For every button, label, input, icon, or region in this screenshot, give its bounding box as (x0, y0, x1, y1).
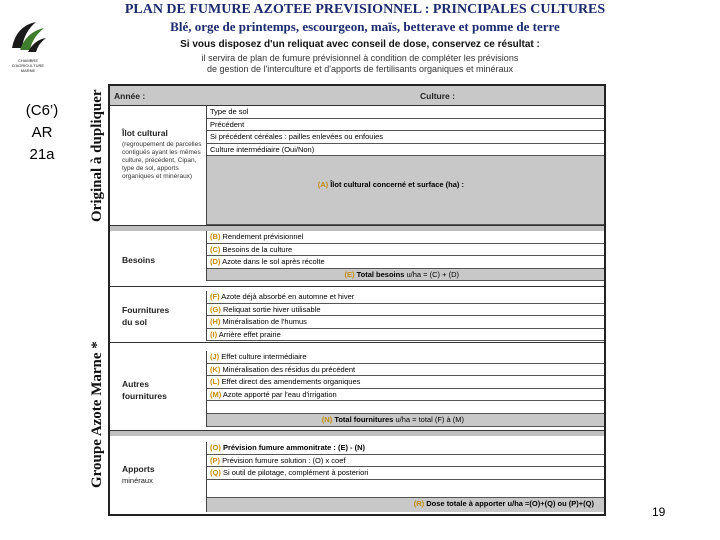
mineraux-label: minéraux (122, 476, 153, 485)
besoins-rows (206, 231, 604, 281)
ilot-surface-row[interactable] (207, 156, 604, 225)
ilot-row[interactable]: Si précédent céréales : pailles enlevées ou enfouies (207, 131, 604, 144)
page-number: 19 (652, 505, 666, 519)
groupe-azote-label: Groupe Azote Marne * (89, 341, 105, 488)
autres-fournitures-section (110, 351, 604, 431)
autres-rows (206, 351, 604, 427)
fournitures-row[interactable]: (H) Minéralisation de l'humus (207, 316, 604, 329)
ilot-label: Îlot cultural (122, 128, 168, 138)
besoins-total-row[interactable]: (E) Total besoins u/ha = (C) + (D) (207, 269, 604, 282)
apports-row[interactable]: (O) Prévision fumure ammonitrate : (E) - (N) (207, 442, 604, 455)
autres-label: Autres (122, 379, 149, 389)
besoins-row[interactable]: (C) Besoins de la culture (207, 244, 604, 257)
besoins-row[interactable]: (B) Rendement prévisionnel (207, 231, 604, 244)
autres-row[interactable]: (J) Effet culture intermédiaire (207, 351, 604, 364)
apports-rows (206, 442, 604, 512)
fournitures-label: Fournitures (122, 305, 170, 315)
ilot-row[interactable]: Culture intermédiaire (Oui/Non) (207, 144, 604, 157)
page-subtitle: Blé, orge de printemps, escourgeon, maïs, betterave et pomme de terre (170, 19, 560, 34)
fournitures-row[interactable]: (I) Arrière effet prairie (207, 329, 604, 342)
autres-row[interactable]: (L) Effet direct des amendements organiques (207, 376, 604, 389)
besoins-row[interactable]: (D) Azote dans le sol après récolte (207, 256, 604, 269)
chambre-agriculture-logo (6, 18, 50, 74)
page-title: PLAN DE FUMURE AZOTEE PREVISIONNEL : PRINCIPALES CULTURES (124, 2, 606, 17)
autres-row-blank[interactable] (207, 401, 604, 414)
ilot-row[interactable]: Précédent (207, 119, 604, 132)
autres-total-row[interactable]: (N) Total fournitures u/ha = total (F) à (M) (207, 414, 604, 427)
autres-row[interactable]: (M) Azote apporté par l'eau d'irrigation (207, 389, 604, 402)
ilot-note: (regroupement de parcelles contiguës ayant les mêmes culture, précédent, Cipan, type de sol, apports organiques et minéraux) (122, 141, 202, 180)
besoins-section (110, 231, 604, 287)
logo-emblem-icon (6, 18, 50, 58)
ref-line-2: AR (31, 124, 53, 141)
ilot-rows (206, 106, 604, 225)
ilot-section (110, 106, 604, 226)
fournitures-row[interactable]: (F) Azote déjà absorbé en automne et hiver (207, 291, 604, 304)
fournitures-row[interactable]: (G) Reliquat sortie hiver utilisable (207, 304, 604, 317)
original-a-dupliquer-label: Original à dupliquer (89, 89, 105, 222)
instruction-line-1: il servira de plan de fumure prévisionnel à condition de compléter les prévisions (201, 53, 519, 63)
apports-mineraux-section (110, 442, 604, 514)
logo-caption-1: CHAMBRE (17, 58, 38, 63)
apports-row[interactable]: (Q) Si outil de pilotage, complément à posteriori (207, 467, 604, 480)
autres-fournitures-label: fournitures (122, 391, 167, 401)
apports-row[interactable]: (P) Prévision fumure solution : (O) x coef (207, 455, 604, 468)
du-sol-label: du sol (122, 317, 148, 327)
surface-text: Îlot cultural concerné et surface (ha) : (330, 180, 464, 190)
code-A: (A) (317, 180, 329, 190)
fournitures-rows (206, 291, 604, 341)
instruction-bold: Si vous disposez d'un reliquat avec conseil de dose, conservez ce résultat : (180, 39, 540, 50)
form-header-row (110, 86, 604, 106)
ref-line-1: (C6’) (25, 102, 59, 119)
ref-line-3: 21a (29, 146, 55, 163)
instruction-line-2: de gestion de l'interculture et d'apports de fertilisants organiques et minéraux (206, 64, 514, 74)
annee-label: Année : (114, 91, 146, 101)
fournitures-sol-section (110, 291, 604, 343)
autres-row[interactable]: (K) Minéralisation des résidus du précédent (207, 364, 604, 377)
fertilisation-form (108, 84, 606, 516)
apports-label: Apports (122, 464, 155, 474)
logo-caption-2: D'AGRICULTURE (11, 63, 45, 68)
slide-reference-label (12, 100, 72, 166)
culture-label: Culture : (420, 91, 455, 101)
apports-row-blank[interactable] (207, 480, 604, 498)
section-gap (110, 431, 604, 436)
ilot-row[interactable]: Type de sol (207, 106, 604, 119)
apports-total-row[interactable]: (R) Dose totale à apporter u/ha =(O)+(Q) ou (P)+(Q) (207, 498, 604, 512)
besoins-label: Besoins (122, 255, 156, 265)
logo-caption-3: MARNE (20, 68, 36, 73)
